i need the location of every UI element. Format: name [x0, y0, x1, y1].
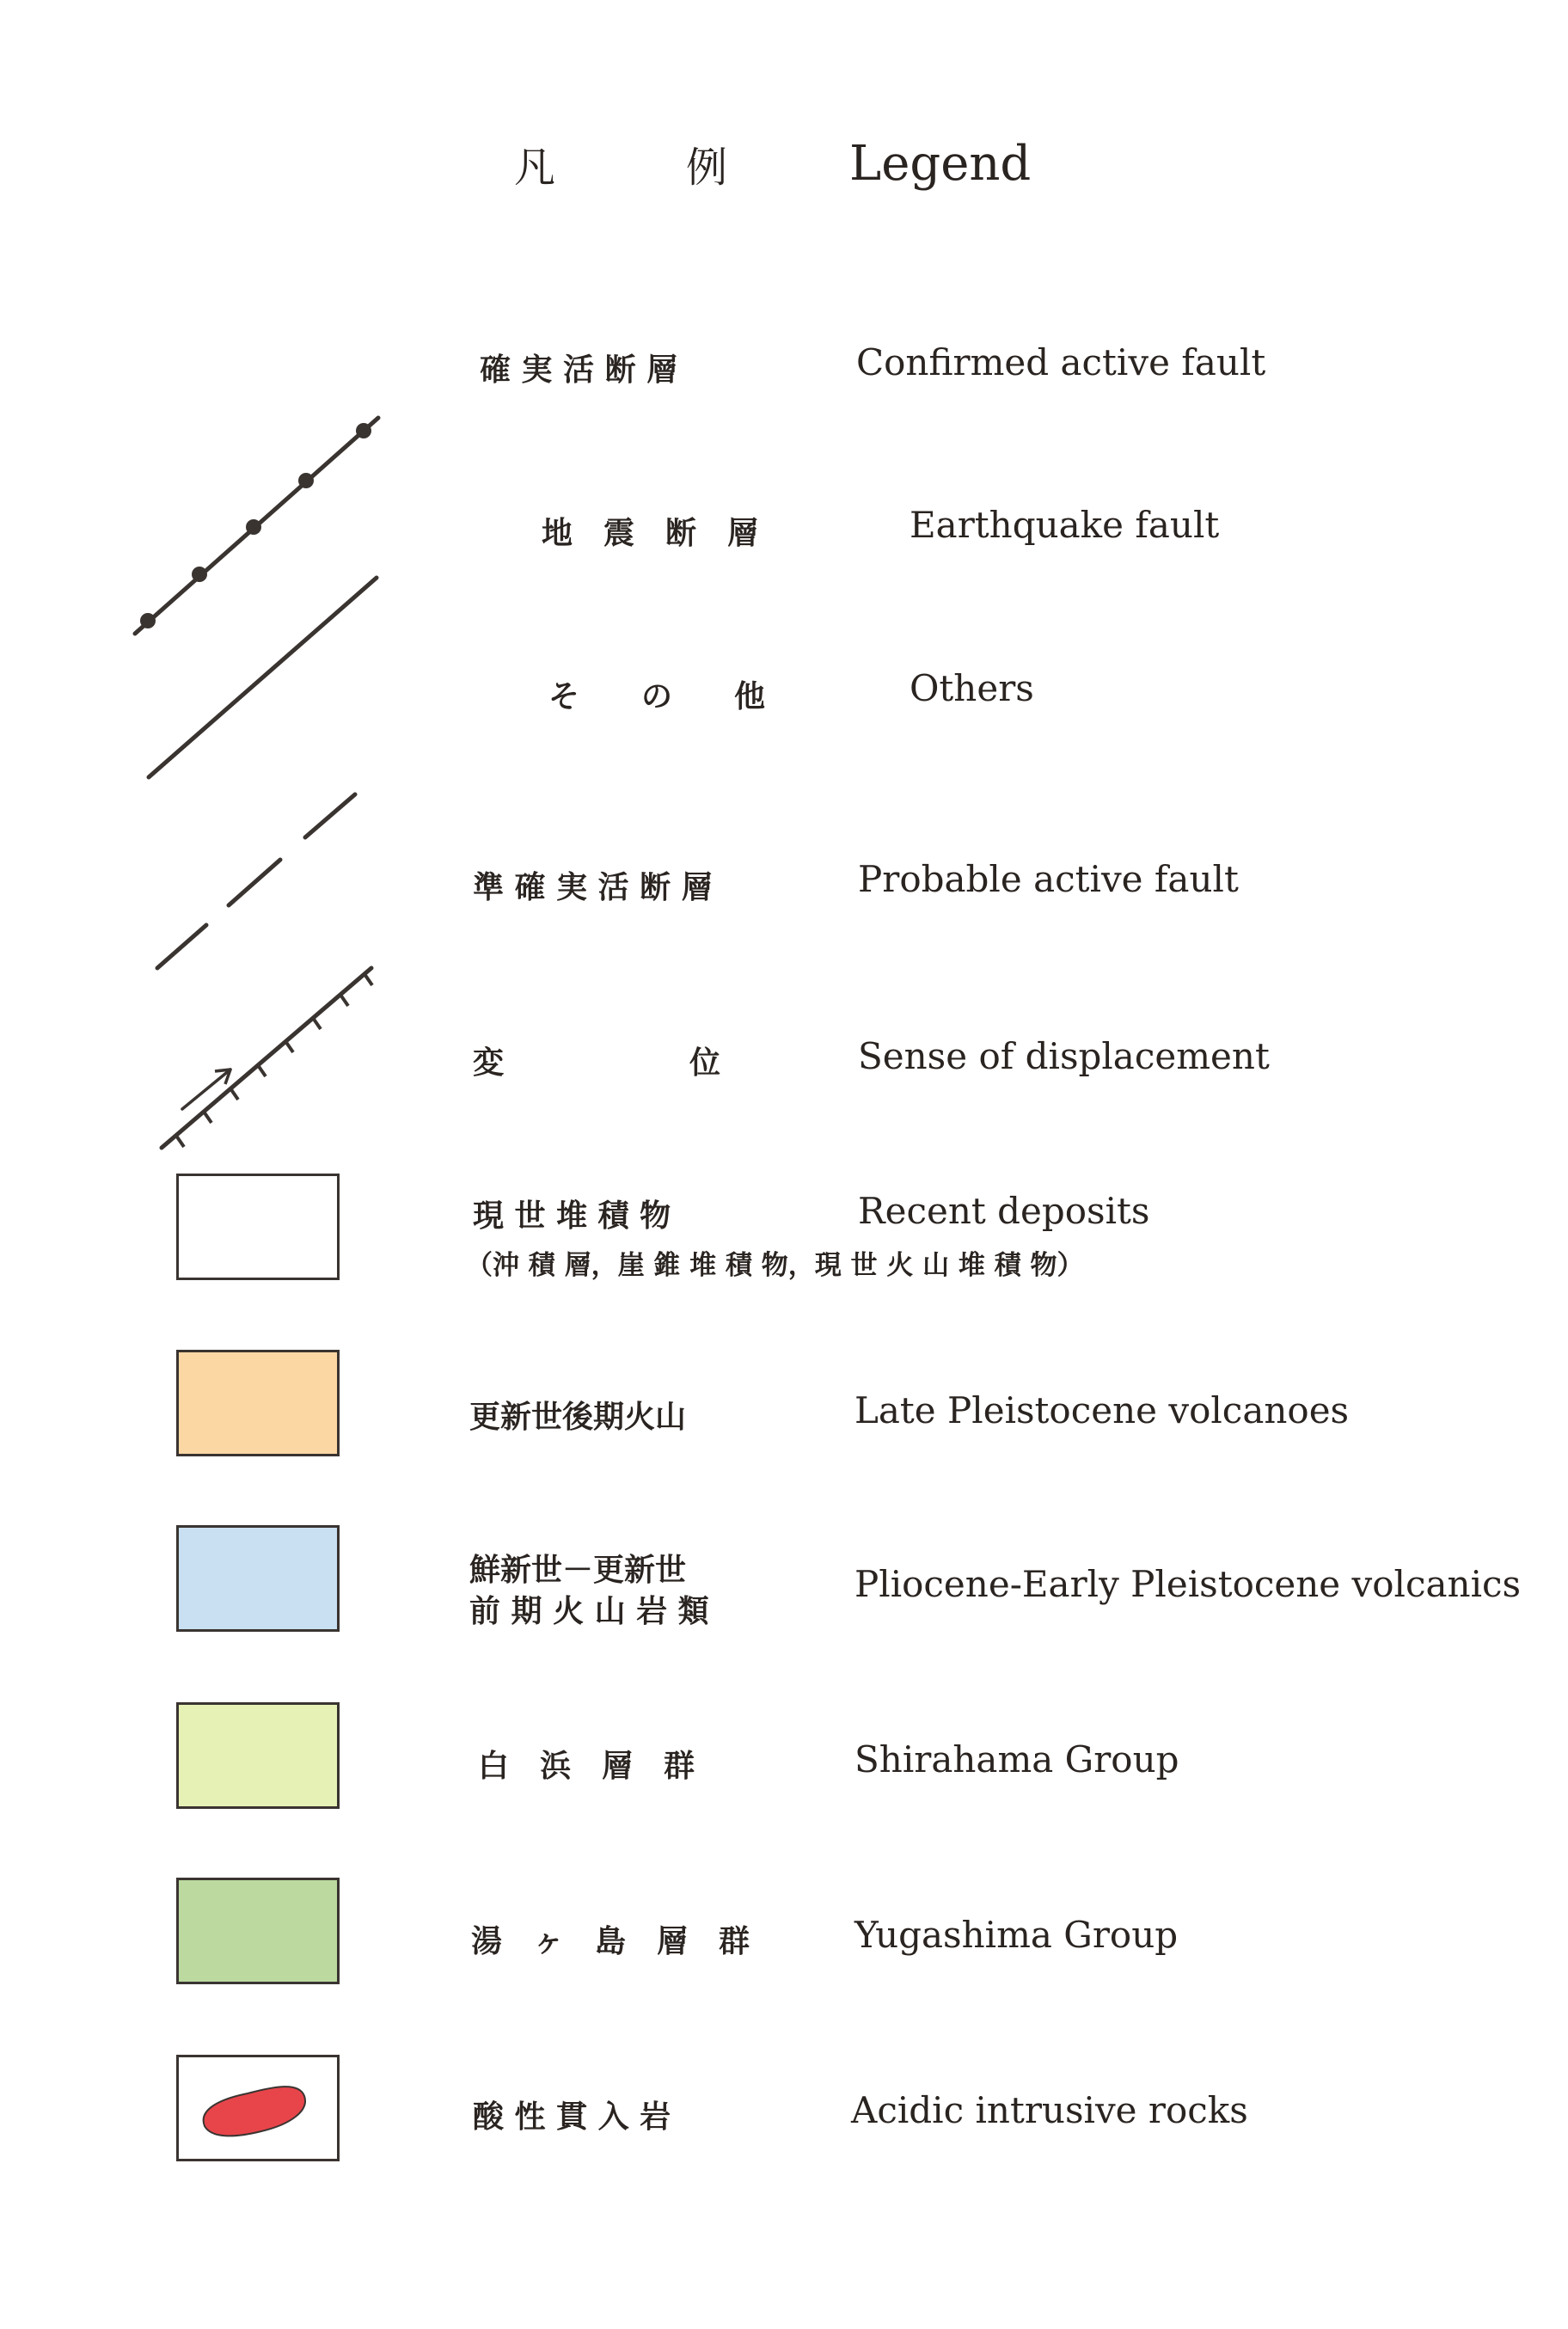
- recent-deposits-note-jp: （沖 積 層，崖 錐 堆 積 物，現 世 火 山 堆 積 物）: [466, 1250, 1084, 1281]
- pliocene-early-pleistocene-volcanics-label-en: Pliocene-Early Pleistocene volcanics: [854, 1563, 1522, 1605]
- late-pleistocene-volcanoes-label-en: Late Pleistocene volcanoes: [854, 1389, 1350, 1431]
- confirmed-active-fault-label-jp: 確 実 活 断 層: [480, 352, 678, 388]
- recent-deposits-swatch: [176, 1174, 340, 1280]
- late-pleistocene-volcanoes-swatch: [176, 1350, 340, 1456]
- others-label-jp: そ の 他: [548, 679, 766, 714]
- pliocene-early-pleistocene-volcanics-swatch: [176, 1525, 340, 1632]
- acidic-intrusive-rocks-label-jp: 酸 性 貫 入 岩: [473, 2099, 671, 2135]
- probable-active-fault-label-en: Probable active fault: [858, 858, 1239, 900]
- other-fault-symbol: [149, 578, 377, 777]
- confirmed-active-fault-label-en: Confirmed active fault: [856, 341, 1266, 383]
- others-label-en: Others: [910, 667, 1034, 709]
- shirahama-group-label-en: Shirahama Group: [854, 1738, 1179, 1780]
- acidic-intrusive-rocks-label-en: Acidic intrusive rocks: [851, 2089, 1248, 2131]
- sense-of-displacement-label-jp: 変 位: [473, 1045, 721, 1081]
- pliocene-early-pleistocene-volcanics-label-jp-line1: 鮮新世－更新世: [469, 1553, 687, 1588]
- earthquake-fault-label-en: Earthquake fault: [910, 504, 1220, 546]
- acidic-intrusive-rocks-swatch: [176, 2055, 340, 2161]
- shirahama-group-swatch: [176, 1702, 340, 1809]
- recent-deposits-label-en: Recent deposits: [858, 1190, 1150, 1232]
- late-pleistocene-volcanoes-label-jp: 更新世後期火山: [469, 1400, 687, 1435]
- yugashima-group-swatch: [176, 1878, 340, 1984]
- sense-of-displacement-label-en: Sense of displacement: [858, 1035, 1270, 1077]
- red-inclusion-icon: [179, 2057, 337, 2159]
- probable-active-fault-label-jp: 準 確 実 活 断 層: [473, 870, 713, 905]
- displacement-fault-symbol: [162, 968, 372, 1148]
- shirahama-group-label-jp: 白 浜 層 群: [478, 1749, 695, 1784]
- probable-fault-symbol: [157, 794, 355, 968]
- legend-title-english: Legend: [849, 135, 1032, 192]
- recent-deposits-label-jp: 現 世 堆 積 物: [473, 1198, 671, 1234]
- yugashima-group-label-en: Yugashima Group: [854, 1914, 1179, 1956]
- pliocene-early-pleistocene-volcanics-label-jp-line2: 前 期 火 山 岩 類: [469, 1594, 709, 1629]
- earthquake-fault-symbol: [135, 418, 378, 634]
- yugashima-group-label-jp: 湯 ヶ 島 層 群: [471, 1924, 750, 1959]
- earthquake-fault-label-jp: 地 震 断 層: [542, 516, 759, 551]
- legend-title-japanese: 凡 例: [514, 143, 773, 192]
